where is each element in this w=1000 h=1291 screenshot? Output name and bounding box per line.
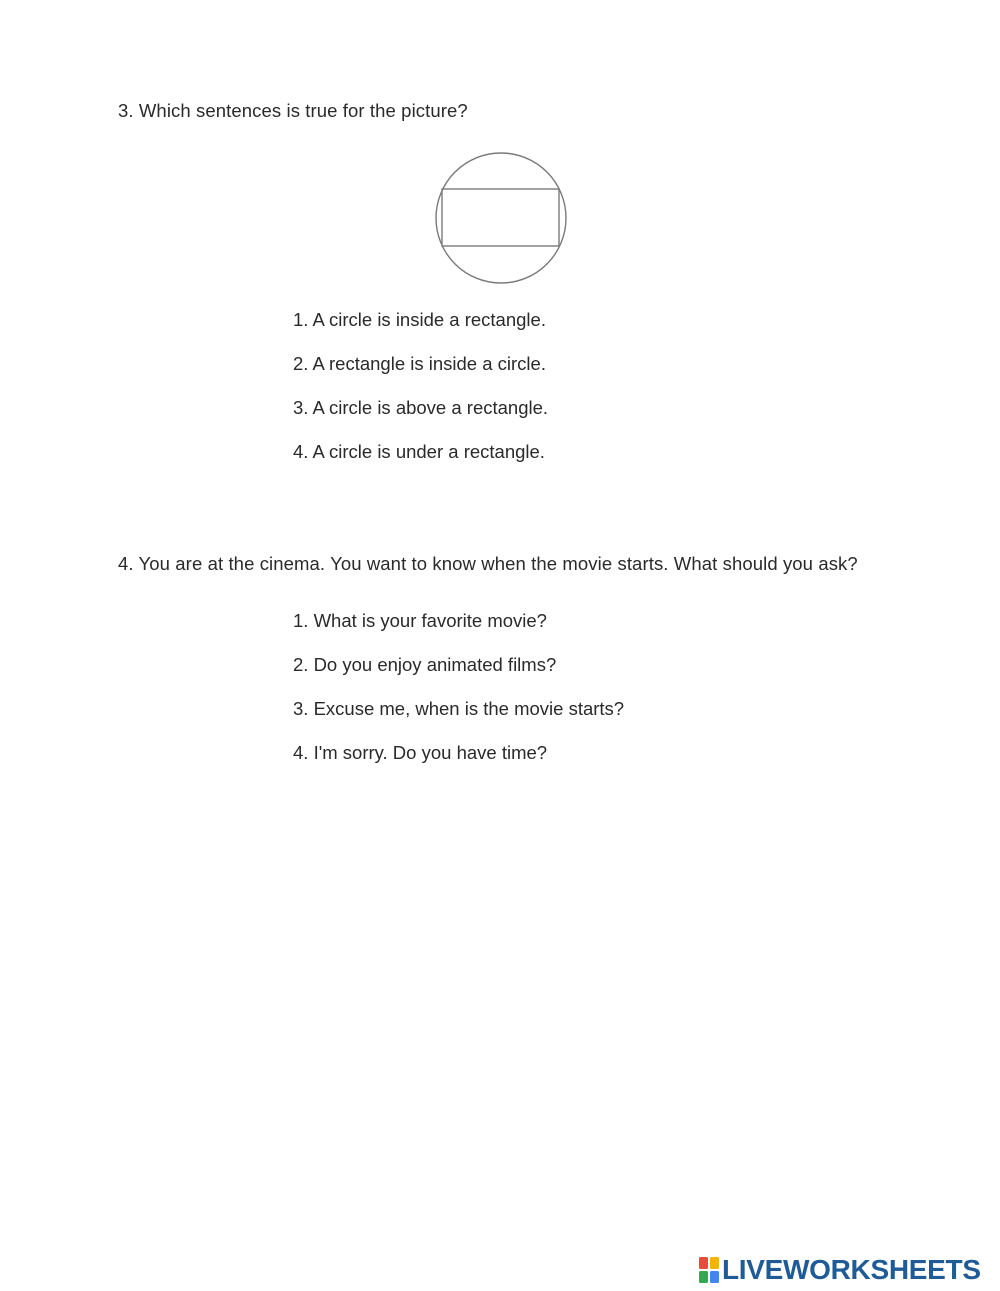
question-3-option-1[interactable]: 1. A circle is inside a rectangle. bbox=[293, 309, 546, 330]
question-4-option-3[interactable]: 3. Excuse me, when is the movie starts? bbox=[293, 698, 625, 719]
question-4-option-4[interactable]: 4. I'm sorry. Do you have time? bbox=[293, 742, 548, 763]
question-3-option-3[interactable]: 3. A circle is above a rectangle. bbox=[293, 397, 549, 418]
question-4-options bbox=[293, 610, 624, 786]
rectangle-in-circle-icon bbox=[432, 151, 570, 285]
liveworksheets-brand bbox=[698, 1254, 981, 1286]
question-3-prompt: 3. Which sentences is true for the picture? bbox=[118, 100, 468, 121]
liveworksheets-logo-icon bbox=[698, 1256, 720, 1284]
question-4-option-2[interactable]: 2. Do you enjoy animated films? bbox=[293, 654, 557, 675]
question-4-option-1[interactable]: 1. What is your favorite movie? bbox=[293, 610, 547, 631]
question-3-options bbox=[293, 309, 548, 485]
brand-name: LIVEWORKSHEETS bbox=[722, 1254, 981, 1285]
question-4-prompt: 4. You are at the cinema. You want to know when the movie starts. What should you ask? bbox=[118, 553, 858, 574]
question-3-option-4[interactable]: 4. A circle is under a rectangle. bbox=[293, 441, 545, 462]
question-3-option-2[interactable]: 2. A rectangle is inside a circle. bbox=[293, 353, 546, 374]
